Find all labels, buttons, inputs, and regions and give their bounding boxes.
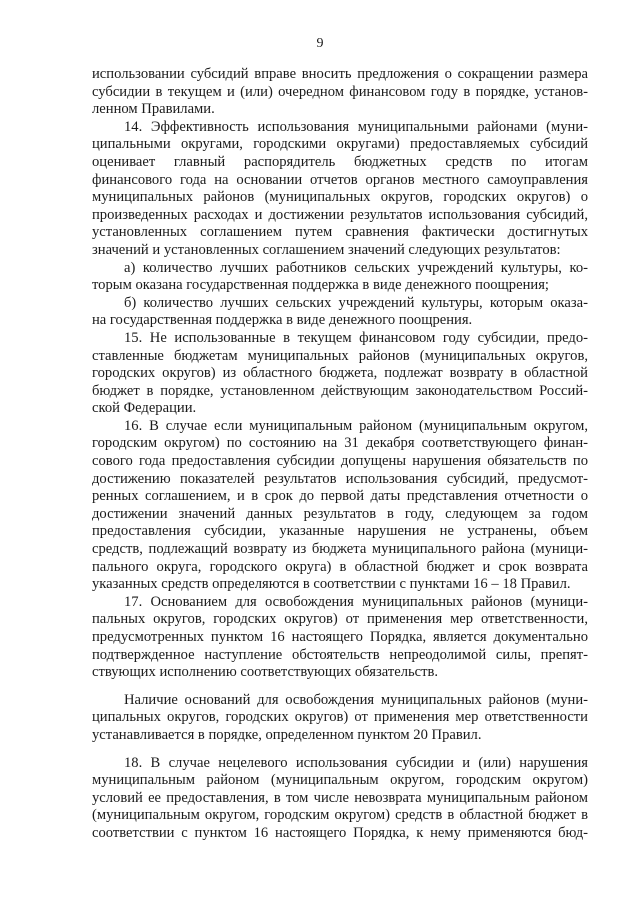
text-line: субсидии в текущем и (или) очередном финансовом году в порядке, установ- bbox=[92, 83, 588, 100]
text-line: произведенных расходах и достижении результатов использования субсидий, bbox=[92, 206, 588, 223]
text-line: ципальных округов, городских округов) от применения мер ответственности bbox=[92, 709, 588, 726]
text-line: (муниципальным округом, городским округом) средств в областной бюджет в bbox=[92, 807, 588, 824]
text-line: использовании субсидий вправе вносить предложения о сокращении размера bbox=[92, 66, 588, 82]
text-line: финансового года на основании отчетов органов местного самоуправления bbox=[92, 171, 588, 188]
text-line: оценивает главный распорядитель бюджетных средств по итогам bbox=[92, 153, 588, 170]
paragraph bbox=[92, 260, 588, 295]
text-line: достижении значений данных результатов в году, следующем за годом bbox=[92, 505, 588, 522]
text-line: подтвержденное наступление обстоятельств непреодолимой силы, препят- bbox=[92, 646, 588, 663]
paragraph bbox=[92, 66, 588, 119]
paragraph bbox=[92, 330, 588, 418]
text-line: ствующих исполнению соответствующих обязательств. bbox=[92, 664, 439, 681]
text-line: 17. Основанием для освобождения муниципальных районов (муници- bbox=[124, 593, 588, 610]
text-line: 15. Не использованные в текущем финансовом году субсидии, предо- bbox=[124, 329, 588, 346]
text-line: торым оказана государственная поддержка в виде денежного поощрения; bbox=[92, 277, 549, 294]
text-line: городским округом) по состоянию на 31 декабря соответствующего финан- bbox=[92, 435, 588, 452]
text-line: соответствии с пунктом 16 настоящего Порядка, к нему применяются бюд- bbox=[92, 824, 588, 841]
paragraph bbox=[92, 418, 588, 594]
text-line: пальных округов, городских округов) от применения мер ответственности, bbox=[92, 611, 588, 628]
text-line: значений и установленных соглашением значений следующих результатов: bbox=[92, 241, 561, 258]
paragraph bbox=[92, 594, 588, 682]
text-line: 14. Эффективность использования муниципальными районами (муни- bbox=[124, 118, 588, 135]
text-line: 16. В случае если муниципальным районом (муниципальным округом, bbox=[124, 417, 588, 434]
text-line: сового года предоставления субсидии допущены нарушения обязательств по bbox=[92, 453, 588, 470]
text-line: ренных соглашением, и в срок до первой даты представления отчетности о bbox=[92, 488, 588, 505]
paragraph-gap bbox=[92, 682, 588, 692]
text-line: Наличие оснований для освобождения муниципальных районов (муни- bbox=[124, 691, 588, 708]
text-line: городских округов) из областного бюджета, подлежат возврату в областной bbox=[92, 365, 588, 382]
text-line: на государственная поддержка в виде денежного поощрения. bbox=[92, 312, 473, 329]
text-line: предоставления субсидии, указанные нарушения не устранены, объем bbox=[92, 523, 588, 540]
paragraph bbox=[92, 119, 588, 260]
text-line: ципальными округами, городскими округами) предоставляемых субсидий bbox=[92, 136, 588, 153]
text-line: средств, подлежащий возврату из бюджета муниципального района (муници- bbox=[92, 541, 588, 558]
text-line: муниципальных районов (муниципальных округов, городских округов) о bbox=[92, 189, 588, 206]
text-line: указанных средств определяются в соответствии с пунктами 16 – 18 Правил. bbox=[92, 576, 571, 593]
text-line: установленных соглашением путем сравнения фактически достигнутых bbox=[92, 224, 588, 241]
text-line: а) количество лучших работников сельских учреждений культуры, ко- bbox=[124, 259, 588, 276]
text-line: 18. В случае нецелевого использования субсидии и (или) нарушения bbox=[124, 754, 588, 771]
document-body bbox=[92, 66, 588, 843]
text-line: бюджет в порядке, установленном действующим законодательством Россий- bbox=[92, 382, 588, 399]
text-line: устанавливается в порядке, определенном пунктом 20 Правил. bbox=[92, 726, 482, 743]
text-line: достижению показателей результатов использования субсидий, предусмот- bbox=[92, 470, 588, 487]
text-line: ставленные бюджетам муниципальных районов (муниципальных округов, bbox=[92, 347, 588, 364]
page-number: 9 bbox=[316, 36, 324, 51]
text-line: ской Федерации. bbox=[92, 400, 197, 417]
paragraph bbox=[92, 755, 588, 843]
text-line: ленном Правилами. bbox=[92, 101, 215, 118]
paragraph bbox=[92, 692, 588, 745]
text-line: пального округа, городского округа) в областной бюджет и срок возврата bbox=[92, 558, 588, 575]
paragraph bbox=[92, 295, 588, 330]
text-line: предусмотренных пунктом 16 настоящего Порядка, является документально bbox=[92, 629, 588, 645]
text-line: муниципальным районом (муниципальным округом, городским округом) bbox=[92, 772, 588, 789]
text-line: условий ее предоставления, в том числе невозврата муниципальным районом bbox=[92, 789, 588, 806]
text-line: б) количество лучших сельских учреждений культуры, которым оказа- bbox=[124, 294, 588, 311]
paragraph-gap bbox=[92, 745, 588, 755]
